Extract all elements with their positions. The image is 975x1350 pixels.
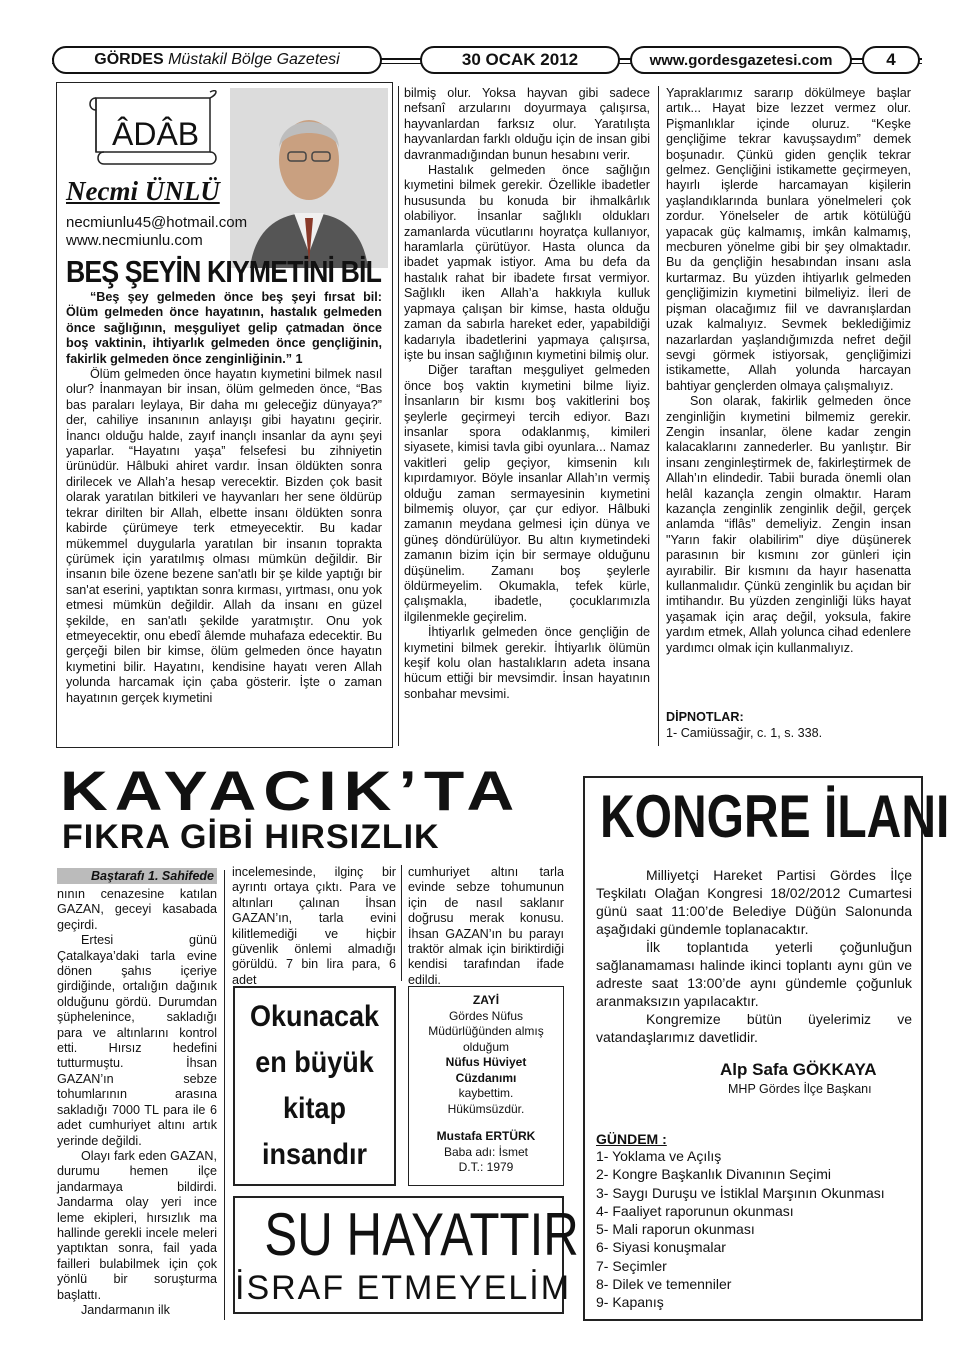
- news-col3: [408, 865, 564, 988]
- agenda-item: 8- Dilek ve temenniler: [596, 1276, 732, 1293]
- paper-subtitle: Müstakil Bölge Gazetesi: [168, 51, 340, 68]
- website-pill: [630, 46, 852, 74]
- notice-line: Gördes Nüfus: [448, 1008, 524, 1023]
- paragraph: Hastalık gelmeden önce sağlığın kıymetini bilmek gerekir. Özellikle ibadetler hususunda bu konuda bir ihmalkârlık olabiliyor. İnsanlar sağlıklı oldukları zamanlarda vücutlarını hoyratça kullanıyor, haramlarla çürütüyor. Hasta olunca da ibadet yapmak istiyor. Ama bu defa da hastalık rahat bir ibadete fırsat vermiyor. Sağlıklı iken Allah’a hakkıyla kulluk yapmaya çalışan bir kimse, hasta olduğu zaman da sabırla hareket eder, yapabildiği kadarıyla ibadetlerini yapmaya çalışırsa, işte bu insan sağlığının kıymetini bilmiş olur.: [404, 163, 650, 362]
- paragraph: cumhuriyet altını tarla evinde sebze tohumunun için de nasıl saklanır doğrusu merak konusu. İhsan GAZAN’ın bu parayı traktör almak için biriktirdiği kendisi tarafından ifade edildi.: [408, 865, 564, 987]
- agenda-list: [596, 1147, 885, 1312]
- author-name: Necmi ÜNLÜ: [66, 176, 220, 206]
- paragraph: incelemesinde, ilginç bir ayrıntı ortaya çıktı. Para ve altınları çalınan İhsan GAZAN’ın, tarla evini kilitlemediği ve hiçbir güvenlik önlemi almadığı görüldü. 7 bin lira para, 6 adet: [232, 865, 396, 987]
- date-pill: [420, 46, 620, 74]
- notice-name: Mustafa ERTÜRK: [436, 1129, 536, 1143]
- notice-line: Nüfus Hüviyet: [445, 1055, 527, 1069]
- paragraph: Yapraklarımız sararıp dökülmeye başlar artık... Hayat bize lezzet vermez olur. Pişmanlıklar içinde oluruz. “Keşke gençliğime tekrar kavuşsaydım” demek boşunadır. Çünkü giden gençlik tekrar gelmez. Gençliğini istikamette geçirmeyen, hayırlı işlerde harcamayan kişilerin yaşlandıklarında bunlara yönelmeleri çok zordur. Yönelseler de artık kötülüğü yapacak güç kalmamış, imkân kalmamış, mecburen yönelme gibi bir şey olmaktadır. Bu da gençliğin hesabından insanı asla kurtarmaz. Bu yüzden ihtiyarlık gelmeden gençliğimizin kıymetini bilmeliyiz. İleri de pişman olacağımız fiil ve davranışlardan uzak kalmalıyız. Sevmek beklediğimiz nazarlardan yaşlandığımızda nefret değil sevgi görmek istiyorsak, gençliğimizi istikamette, Allah yolunda harcayan bahtiyar gençlerden olmaya çalışmalıyız.: [666, 86, 911, 393]
- agenda-item: 1- Yoklama ve Açılış: [596, 1148, 722, 1164]
- agenda-item: 4- Faaliyet raporunun okunması: [596, 1202, 794, 1219]
- portrait-image: [230, 88, 388, 268]
- ad-line: Okunacak: [249, 1000, 380, 1033]
- page-number-pill: [862, 46, 920, 74]
- author-email[interactable]: necmiunlu45@hotmail.com: [66, 214, 248, 231]
- footnotes-label: DİPNOTLAR:: [666, 710, 744, 724]
- continued-label: Baştarafı 1. Sahifede: [57, 868, 217, 884]
- notice-title: ZAYİ: [472, 993, 500, 1007]
- notice-line: olduğum: [462, 1039, 510, 1054]
- reading-ad: [233, 986, 396, 1186]
- news-divider: [224, 870, 225, 1320]
- paragraph: Ölüm gelmeden önce hayatın kıymetini bilmek nasıl olur? İnanmayan bir insan, ölüm gelmeden önce, “Bas bas paraları leylaya, Bir daha mı geleceğiz dünyaya?” der, cahiliye insanının anlayışı gibi hayatını geçirir. İnancı olduğu halde, zayıf inançlı insanlar da aynı şeyi yaparlar. “Hayatını yaşa” felsefesi bu zihniyetin ürünüdür. Hâlbuki ahiret vardır. İnsan öldükten sonra dirilecek ve Allah’a hesap verecektir. Bizden çok basit olarak yaratılan bitkileri ve hayvanları her sene öldürüp tekrar dirilten bir Allah, elbette insanı öldükten sonra kabirde çürümeye terk etmeyecektir. Bu kadar mükemmel duygularla yaratılan bir insanın toprakta çürümek için yaratılmış olması mümkün değildir. Bir insanın bile özene bezene san'atlı bir şe kilde yaptığı bir san'at eserini, yaptıktan sonra kırması, yırtması, onu yok etmesi mümkün değildir. Allah da insanı en güzel şekilde, en san'atlı şekilde yaratmıştır. Onu yok etmeyecektir, onu ebedî âlemde muhafaza edecektir. Bu gerçeği bilen bir kimse, ölüm gelmeden önce hayatın kıymetini bilir. Hayatını, kendisine hayatı veren Allah yolunda harcamak için çaba gösterir. İşte o zaman hayatının gerçek kıymetini: [66, 367, 382, 705]
- hadith-quote: “Beş şey gelmeden önce beş şeyi fırsat bil: Ölüm gelmeden önce hayatının, hastalık gelmeden önce sağlığının, meşguliyet gelip çatmadan önce boş vaktinin, ihtiyarlık gelmeden önce gençliğinin, fakirlik gelmeden önce zenginliğinin.” 1: [66, 290, 382, 366]
- agenda-item: 7- Seçimler: [596, 1257, 667, 1274]
- congress-body: [596, 866, 912, 1046]
- author-website[interactable]: www.necmiunlu.com: [66, 232, 203, 249]
- paragraph: Son olarak, fakirlik gelmeden önce zenginliğin kıymetini bilmemiz gerekir. Zengin insanlar, ölene kadar zengin kalacaklarını zannederler. Bu yanlıştır. Bir insanı zenginleştirmek de, fakirleştirmek de Allah’ın elindedir. Tabii burada önemli olan helâl kazançla zengin olmaktır. Haram kazançla zenginlik zenginlik değil, gerçek anlamda “iflâs” demeliyiz. Zengin insan "Yarın fakir olabilirim" diye düşünerek parasının bir kısmını zor günleri için ayırabilir. Bir kısmını da hayır hasenatta kullanmalıdır. Çünkü zenginlik bu açıdan bir imtihandır. Bu yüzden zenginliği lüks hayat yaşamak için araç değil, yoksula, fakire yardım etmek, Allah yolunca cihad edenlere yardımcı olmak için kullanmalıyız.: [666, 394, 911, 655]
- ad-line: insandır: [261, 1138, 368, 1171]
- ad-line: kitap: [282, 1092, 347, 1125]
- author-photo: [230, 88, 388, 268]
- masthead-pill: [52, 46, 382, 74]
- agenda-item: 5- Mali raporun okunması: [596, 1221, 755, 1238]
- agenda-label: GÜNDEM :: [596, 1131, 667, 1147]
- agenda-item: 9- Kapanış: [596, 1294, 664, 1311]
- column-divider: [398, 86, 399, 746]
- page-number: 4: [886, 50, 896, 69]
- notice-line: Hükümsüzdür.: [447, 1101, 525, 1116]
- notice-line: Müdürlüğünden almış: [428, 1024, 544, 1038]
- news-col1: [57, 887, 217, 1318]
- congress-title: KONGRE İLANI: [600, 783, 950, 850]
- news-divider: [401, 865, 402, 981]
- news-headline-2: FIKRA GİBİ HIRSIZLIK: [62, 818, 440, 856]
- column-title: BEŞ ŞEYİN KIYMETİNİ BİL: [66, 254, 382, 289]
- water-ad: [233, 1196, 579, 1314]
- footnote-1: 1- Camiüssağir, c. 1, s. 338.: [666, 726, 823, 740]
- paragraph: Jandarmanın ilk: [81, 1302, 170, 1317]
- paragraph: Kongremize bütün üyelerimiz ve vatandaşlarımız davetlidir.: [596, 1011, 912, 1045]
- news-col2: [232, 865, 396, 988]
- paragraph: Milliyetçi Hareket Partisi Gördes İlçe Teşkilatı Olağan Kongresi 18/02/2012 Cumartesi günü saat 11:00’de Belediye Düğün Salonunda aşağıdaki gündemle toplanacaktır.: [596, 867, 912, 937]
- paragraph: Diğer taraftan meşguliyet gelmeden önce boş vaktin kıymetini bilme liyiz. İnsanların bir kısmı boş vakitlerini boş şeylerle geçirmeyi tercih ediyor. Bazı insanlar spora odaklanmış, kimileri siyasete, kimisi tavla gibi oyunlara... Namaz vakitleri gelip geçiyor, kimsenin kılı kıpırdamıyor. Böyle insanlar Allah’ın vermiş olduğu zaman sermayesinin kıymetini bilmemiş oluyor, çar çur ediyor. Hâlbuki zamanın meydana gelmesi için dünya ve güneş döndürülüyor. Bu altın kıymetindeki zamanın bizim için bir sermaye olduğunu düşünelim. Zamanı boş şeylerle öldürmeyelim. Okumakla, tefek kürle, çalışmakla, ibadetle, çocuklarımızla ilgilenmekle geçirelim.: [404, 363, 650, 624]
- agenda-item: 3- Saygı Duruşu ve İstiklal Marşının Okunması: [596, 1184, 885, 1201]
- notice-line: Cüzdanımı: [455, 1070, 517, 1085]
- lost-id-notice: [408, 986, 564, 1186]
- notice-line: D.T.: 1979: [458, 1160, 514, 1174]
- news-headline-1: KAYACIK’TA: [60, 759, 522, 822]
- water-ad-line1: SU HAYATTIR: [264, 1201, 579, 1268]
- issue-date: 30 OCAK 2012: [461, 50, 579, 69]
- paper-name: GÖRDES: [94, 51, 164, 68]
- signer-name: Alp Safa GÖKKAYA: [720, 1060, 877, 1079]
- column-divider: [658, 86, 659, 746]
- water-ad-line2: İSRAF ETMEYELİM: [235, 1269, 572, 1307]
- paragraph: nının cenazesine katılan GAZAN, geceyi kasabada geçirdi.: [57, 887, 217, 932]
- paragraph: bilmiş olur. Yoksa hayvan gibi sadece nefsanî arzularını doyurmaya çalışırsa, hayvanlardan farksız olur. Yaratılışta hayvanlardan farklı olduğu için de insan gibi davranmadığından bunun hesabını verir.: [404, 86, 650, 162]
- ad-line: en büyük: [255, 1046, 374, 1079]
- column-body-col1: [66, 290, 382, 706]
- paper-website: www.gordesgazetesi.com: [649, 51, 833, 69]
- section-label: ÂDÂB: [112, 116, 200, 152]
- agenda-item: 6- Siyasi konuşmalar: [596, 1239, 726, 1256]
- column-body-col3: [666, 86, 911, 656]
- paragraph: Ertesi günü Çatalkaya’daki tarla evine dönen şahıs içeriye girdiğinde, ortalığın dağınık olduğunu gördü. Durumdan şüphelenince, sakladığı para ve altınlarını kontrol etti. Hırsız hedefini tutturmuştu. İhsan GAZAN’ın sebze tohumlarının arasına sakladığı 7000 TL para ile 6 adet cumhuriyet altını artık yerinde değildi.: [57, 933, 217, 1148]
- column-body-col2: [404, 86, 650, 702]
- agenda-item: 2- Kongre Başkanlık Divanının Seçimi: [596, 1166, 831, 1183]
- notice-line: Baba adı: İsmet: [443, 1144, 529, 1159]
- paragraph: Olayı fark eden GAZAN, durumu hemen ilçe jandarmaya bildirdi. Jandarma olay yeri ince leme ekipleri, hırsızlık ma hallinde gerekli incele meleri yaptıktan sonra, fail yada failleri bulabilmek için çok yönlü bir soruşturma başlattı.: [57, 1148, 217, 1302]
- notice-line: kaybettim.: [458, 1086, 514, 1100]
- signer-title: MHP Gördes İlçe Başkanı: [728, 1082, 872, 1096]
- paragraph: İhtiyarlık gelmeden önce gençliğin de kıymetini bilmek gerekir. İhtiyarlık ölümün keşif kolu olan hastalıkların adeta insana hücum ettiği bir mevsimdir. İnsan hayatının sonbahar mevsimi.: [404, 625, 650, 701]
- paragraph: İlk toplantıda yeterli çoğunluğun sağlanamaması halinde ikinci toplantı aynı gün ve adreste saat 13:00’de aynı gündemle çoğunluk aranmaksızın yapılacaktır.: [596, 939, 912, 1009]
